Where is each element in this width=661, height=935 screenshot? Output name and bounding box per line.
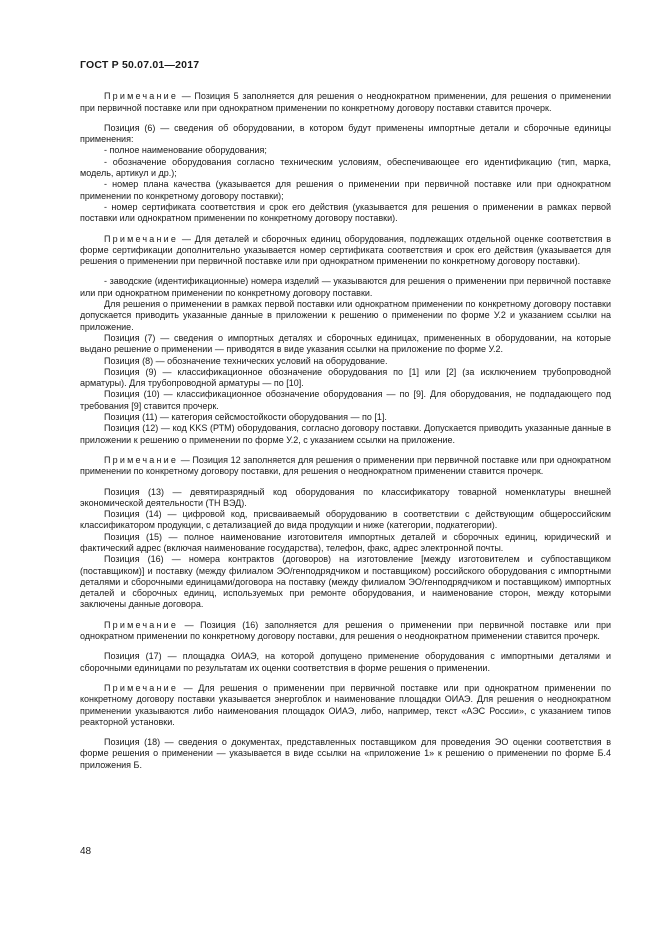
body-paragraph bbox=[80, 276, 611, 299]
body-paragraph bbox=[80, 412, 611, 423]
body-paragraph bbox=[80, 299, 611, 333]
body-paragraph bbox=[80, 123, 611, 146]
paragraph-text: Позиция (13) — девятиразрядный код оборудования по классификатору товарной номенклатуры внешней экономической деятельности (ТН ВЭД). bbox=[80, 486, 611, 508]
note-label: Примечание bbox=[104, 233, 179, 244]
body-paragraph bbox=[80, 157, 611, 180]
note-label: Примечание bbox=[104, 91, 179, 102]
document-body bbox=[80, 91, 611, 771]
paragraph-text: - обозначение оборудования согласно техническим условиям, обеспечивающее его идентификацию (тип, марка, модель, артикул и др.); bbox=[80, 156, 611, 179]
paragraph-text: Позиция (18) — сведения о документах, представленных поставщиком для проведения ЭО оценки соответствия в форме решения о применении — указывается в виде ссылки на «приложение 1» к решению о применении по форме Б.4 приложения Б. bbox=[80, 737, 611, 770]
note-paragraph bbox=[80, 620, 611, 643]
paragraph-text: - заводские (идентификационные) номера изделий — указываются для решения о применении при первичной поставке или при однократном применении по конкретному договору поставки. bbox=[80, 276, 611, 298]
paragraph-text: Позиция (11) — категория сейсмостойкости оборудования — по [1]. bbox=[104, 412, 387, 423]
paragraph-text: Позиция (15) — полное наименование изготовителя импортных деталей и сборочных единиц, юридический и фактический адрес (включая наименование государства), телефон, факс, адрес электронной почты. bbox=[80, 531, 611, 553]
paragraph-text: Позиция (16) — номера контрактов (договоров) на изготовление [между изготовителем и субпоставщиком (поставщиком)] и поставку (между филиалом ЭО/генподрядчиком и поставщиком) российского оборудования с импортными деталями и сборочными единицами/договора на поставку (между филиалом ЭО/генподрядчиком и поставщиком) импортных деталей и сборочных единиц, используемых при ремонте оборудования, и наименование сторон, между которыми заключены данные договора. bbox=[80, 554, 611, 610]
body-paragraph bbox=[80, 532, 611, 555]
note-paragraph bbox=[80, 455, 611, 478]
standard-code-header: ГОСТ Р 50.07.01—2017 bbox=[80, 59, 200, 71]
body-paragraph bbox=[80, 554, 611, 610]
note-paragraph bbox=[80, 91, 611, 114]
note-label: Примечание bbox=[104, 454, 179, 465]
paragraph-text: Для решения о применении в рамках первой поставки или однократном применении по конкретному договору поставки допускается приводить указанные данные в приложении к решению о применении по форме У.2 и указанием ссылки на приложение. bbox=[80, 299, 611, 332]
paragraph-text: — Для решения о применении при первичной поставке или при однократном применении по конкретному договору поставки указывается энергоблок и наименование площадки ОИАЭ. Для решения о неоднократном применении указываются либо наименования площадок ОИАЭ, либо, например, текст «АЭС России», с указанием типов реакторной установки. bbox=[80, 682, 611, 727]
paragraph-text: - номер плана качества (указывается для решения о применении при первичной поставке или при однократном применении по конкретному договору поставки); bbox=[80, 179, 611, 201]
body-paragraph bbox=[80, 179, 611, 202]
body-paragraph bbox=[80, 333, 611, 356]
note-label: Примечание bbox=[104, 682, 179, 693]
body-paragraph bbox=[80, 145, 611, 156]
note-paragraph bbox=[80, 683, 611, 728]
paragraph-text: — Позиция 12 заполняется для решения о применении при первичной поставке или при однократном применении по конкретному договору поставки, для решения о неоднократном применении ставится прочерк. bbox=[80, 454, 611, 477]
body-paragraph bbox=[80, 356, 611, 367]
paragraph-text: Позиция (8) — обозначение технических условий на оборудование. bbox=[104, 355, 388, 366]
body-paragraph bbox=[80, 202, 611, 225]
paragraph-text: Позиция (12) — код KKS (РТМ) оборудования, согласно договору поставки. Допускается приводить указанные данные в приложении к решению о применении по форме У.2, с указанием ссылки на приложение. bbox=[80, 423, 611, 445]
body-paragraph bbox=[80, 509, 611, 532]
paragraph-text: - номер сертификата соответствия и срок его действия (указывается для решения о применении в рамках первой поставки или однократном применении по конкретному договору поставки). bbox=[80, 201, 611, 224]
paragraph-text: — Позиция 5 заполняется для решения о неоднократном применении, для решения о применении при первичной поставке или при однократном применении по конкретному договору поставки ставится прочерк. bbox=[80, 91, 611, 113]
body-paragraph bbox=[80, 651, 611, 674]
paragraph-text: Позиция (9) — классификационное обозначение оборудования по [1] или [2] (за исключением трубопроводной арматуры). Для трубопроводной арматуры — по [10]. bbox=[80, 366, 611, 389]
paragraph-text: Позиция (17) — площадка ОИАЭ, на которой допущено применение оборудования с импортными деталями и сборочными единицами по результатам их оценки соответствия в форме решения о применении. bbox=[80, 651, 611, 673]
paragraph-text: Позиция (6) — сведения об оборудовании, в котором будут применены импортные детали и сборочные единицы применения: bbox=[80, 122, 611, 145]
paragraph-text: Позиция (14) — цифровой код, присваиваемый оборудованию в соответствии с действующим общероссийским классификатором продукции, с детализацией до вида продукции и ниже (категории, подкатегории). bbox=[80, 509, 611, 531]
paragraph-text: Позиция (10) — классификационное обозначение оборудования — по [9]. Для оборудования, не подпадающего под требования [9] ставится прочерк. bbox=[80, 389, 611, 411]
body-paragraph bbox=[80, 737, 611, 771]
body-paragraph bbox=[80, 367, 611, 390]
paragraph-text: Позиция (7) — сведения о импортных деталях и сборочных единицах, примененных в оборудовании, на которые выдано решение о применении — приводятся в виде указания ссылки на приложение по форме У.2. bbox=[80, 332, 611, 355]
body-paragraph bbox=[80, 487, 611, 510]
paragraph-text: — Для деталей и сборочных единиц оборудования, подлежащих отдельной оценке соответствия в форме сертификации дополнительно указывается номер сертификата соответствия и срок его действия (указывается для решения о применении при первичной поставке или при однократном применении по конкретному договору поставки). bbox=[80, 233, 611, 267]
body-paragraph bbox=[80, 423, 611, 446]
body-paragraph bbox=[80, 389, 611, 412]
note-label: Примечание bbox=[104, 619, 179, 630]
page-number: 48 bbox=[80, 846, 92, 857]
paragraph-text: — Позиция (16) заполняется для решения о применении при первичной поставке или при однократном применении по конкретному договору поставки, для решения о неоднократном применении ставится прочерк. bbox=[80, 619, 611, 642]
note-paragraph bbox=[80, 234, 611, 268]
paragraph-text: - полное наименование оборудования; bbox=[104, 145, 267, 156]
